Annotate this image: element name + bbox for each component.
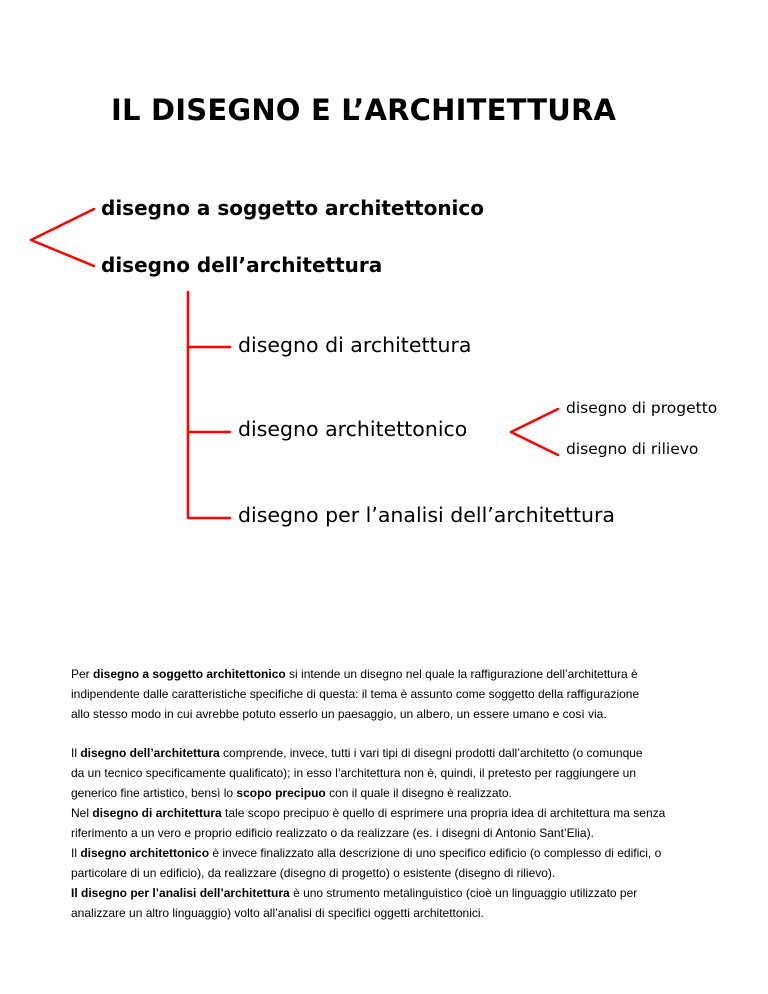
leaf-disegno-di-progetto: disegno di progetto — [566, 399, 718, 417]
page-title: IL DISEGNO E L’ARCHITETTURA — [111, 93, 617, 127]
sub-disegno-di-architettura: disegno di architettura — [238, 333, 472, 357]
paragraph-disegno-dell-architettura: Il disegno dell’architettura comprende, invece, tutti i vari tipi di disegni prodotti dall’architetto (o comunque da un tecnico specificamente qualificato); in esso l’architettura non è, quindi, il pretesto per raggiungere un generico fine artistico, bensì lo scopo precipuo con il quale il disegno è realizzato. Nel disegno di architettura tale scopo precipuo è quello di esprimere una propria idea di architettura ma senza riferimento a un vero e proprio edificio realizzato o da realizzare (es. i disegni di Antonio Sant’Elia). Il disegno architettonico è invece finalizzato alla descrizione di uno specifico edificio (o complesso di edifici, o particolare di un edificio), da realizzare (disegno di progetto) o esistente (disegno di rilievo). Il disegno per l’analisi dell’architettura è uno strumento metalinguistico (cioè un linguaggio utilizzato per analizzare un altro linguaggio) volto all’analisi di specifici oggetti architettonici. — [71, 746, 666, 920]
root-bracket — [31, 209, 94, 266]
sub-disegno-architettonico: disegno architettonico — [238, 417, 468, 441]
vertical-connector — [188, 292, 230, 518]
leaf-bracket — [511, 409, 558, 455]
branch-disegno-a-soggetto-architettonico: disegno a soggetto architettonico — [101, 196, 485, 220]
paragraph-soggetto-architettonico: Per disegno a soggetto architettonico si intende un disegno nel quale la raffigurazione dell’architettura è indipendente dalle caratteristiche specifiche di questa: il tema è assunto come soggetto della raffigurazione allo stesso modo in cui avrebbe potuto esserlo un paesaggio, un albero, un essere umano e così via. — [71, 667, 640, 721]
branch-disegno-dell-architettura: disegno dell’architettura — [101, 253, 383, 277]
leaf-disegno-di-rilievo: disegno di rilievo — [566, 440, 699, 458]
description-text — [71, 664, 711, 923]
sub-disegno-per-l-analisi: disegno per l’analisi dell’architettura — [238, 503, 615, 527]
